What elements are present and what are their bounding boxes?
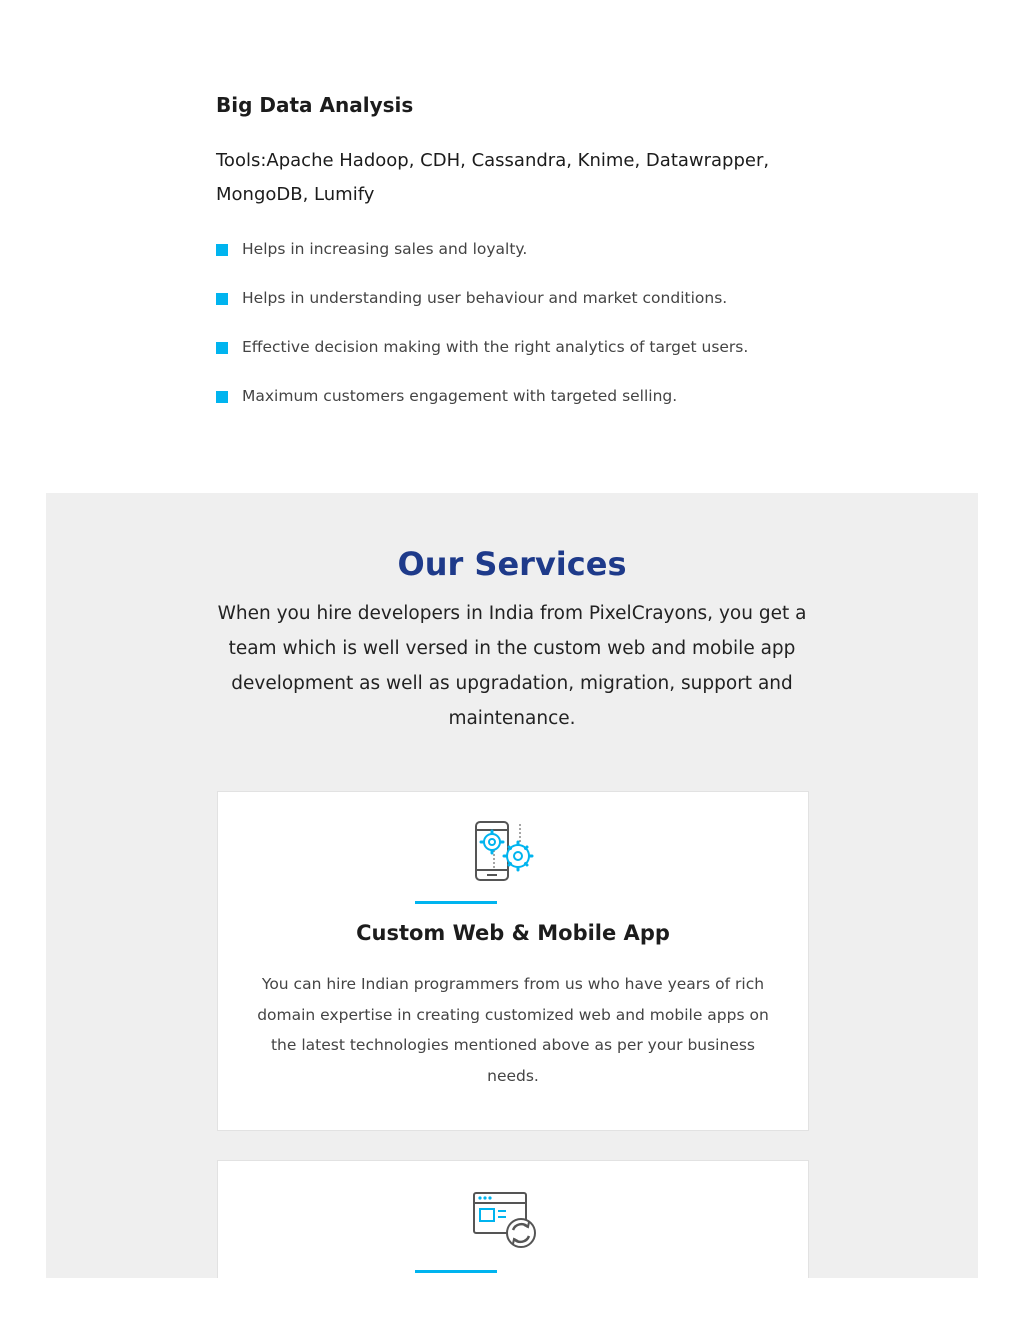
bullet-square-icon	[216, 342, 228, 354]
section-title: Big Data Analysis	[216, 93, 414, 117]
benefits-list	[216, 238, 816, 407]
bullet-square-icon	[216, 391, 228, 403]
list-item	[216, 385, 816, 407]
list-item	[216, 238, 816, 260]
list-item-text: Effective decision making with the right analytics of target users.	[242, 338, 749, 356]
services-description: When you hire developers in India from PixelCrayons, you get a team which is well versed in the custom web and mobile app development as well as upgradation, migration, support and maintenance.	[217, 603, 807, 729]
service-card-upgradation	[217, 1160, 809, 1278]
list-item-text: Maximum customers engagement with targeted selling.	[242, 387, 678, 405]
card-title: Custom Web & Mobile App	[356, 921, 670, 945]
mobile-gears-icon	[472, 820, 536, 884]
list-item	[216, 287, 816, 309]
browser-sync-icon	[472, 1189, 536, 1253]
services-section	[46, 493, 978, 1278]
card-description: You can hire Indian programmers from us who have years of rich domain expertise in creating customized web and mobile apps on the latest technologies mentioned above as per your business needs.	[257, 975, 769, 1085]
card-accent-line	[415, 1270, 497, 1273]
list-item	[216, 336, 816, 358]
service-card-custom-app	[217, 791, 809, 1131]
big-data-section	[216, 90, 816, 434]
list-item-text: Helps in increasing sales and loyalty.	[242, 240, 528, 258]
services-title: Our Services	[397, 545, 627, 583]
card-accent-line	[415, 901, 497, 904]
bullet-square-icon	[216, 293, 228, 305]
list-item-text: Helps in understanding user behaviour and market conditions.	[242, 289, 728, 307]
bullet-square-icon	[216, 244, 228, 256]
tools-list: Tools:Apache Hadoop, CDH, Cassandra, Knime, Datawrapper, MongoDB, Lumify	[216, 150, 770, 205]
